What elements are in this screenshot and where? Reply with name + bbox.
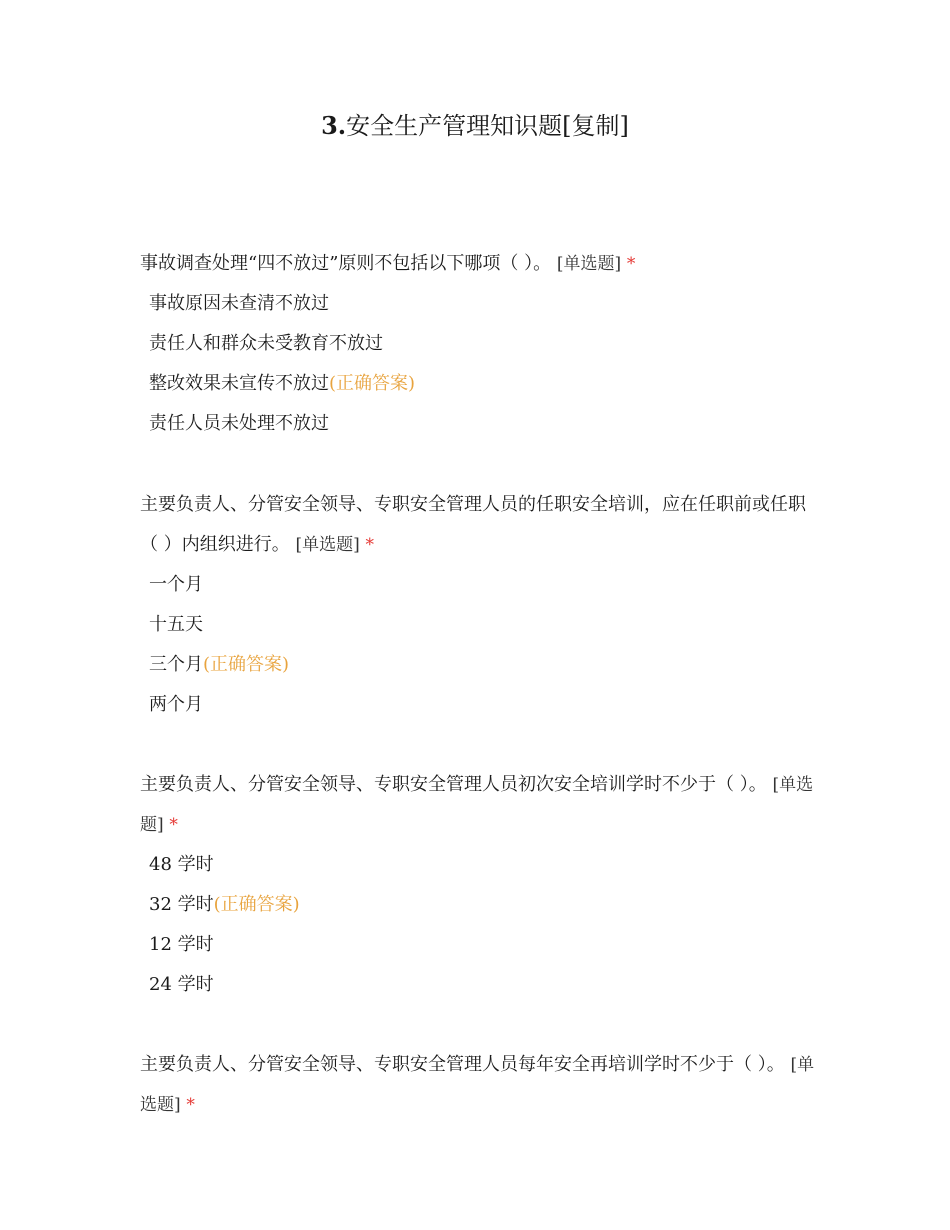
question-stem: 主要负责人、分管安全领导、专职安全管理人员的任职安全培训，应在任职前或任职（ ）内组织进行。 bbox=[140, 494, 806, 555]
option-label: 三个月 bbox=[149, 654, 203, 675]
option-item[interactable] bbox=[140, 364, 820, 404]
required-marker: * bbox=[186, 1095, 195, 1115]
option-label: 责任人和群众未受教育不放过 bbox=[149, 333, 383, 354]
option-label: 一个月 bbox=[149, 574, 203, 595]
question-text bbox=[140, 1045, 820, 1125]
option-item[interactable] bbox=[140, 685, 820, 725]
question-type-label: [单选题] bbox=[295, 535, 360, 555]
option-label: 32 学时 bbox=[149, 894, 214, 915]
page-title bbox=[0, 110, 950, 142]
question-type-label: [单选题] bbox=[140, 775, 814, 835]
option-item[interactable] bbox=[140, 605, 820, 645]
option-label: 事故原因未查清不放过 bbox=[149, 293, 329, 314]
question-1 bbox=[140, 244, 820, 444]
question-text bbox=[140, 485, 820, 565]
option-list bbox=[140, 845, 820, 1005]
option-label: 十五天 bbox=[149, 614, 203, 635]
question-stem: 主要负责人、分管安全领导、专职安全管理人员初次安全培训学时不少于（ ）。 bbox=[140, 774, 767, 795]
option-label: 责任人员未处理不放过 bbox=[149, 413, 329, 434]
correct-answer-marker: (正确答案) bbox=[329, 373, 416, 394]
required-marker: * bbox=[169, 815, 178, 835]
option-item[interactable] bbox=[140, 645, 820, 685]
option-label: 24 学时 bbox=[149, 974, 214, 995]
option-item[interactable] bbox=[140, 925, 820, 965]
question-2 bbox=[140, 485, 820, 725]
option-label: 48 学时 bbox=[149, 854, 214, 875]
option-label: 整改效果未宣传不放过 bbox=[149, 373, 329, 394]
option-label: 12 学时 bbox=[149, 934, 214, 955]
question-type-label: [单选题] bbox=[140, 1055, 815, 1115]
question-4 bbox=[140, 1045, 820, 1125]
required-marker: * bbox=[626, 254, 636, 274]
correct-answer-marker: (正确答案) bbox=[203, 654, 290, 675]
option-item[interactable] bbox=[140, 404, 820, 444]
correct-answer-marker: (正确答案) bbox=[213, 894, 300, 915]
required-marker: * bbox=[365, 535, 374, 555]
question-3 bbox=[140, 765, 820, 1005]
question-type-label: [单选题] bbox=[556, 254, 622, 274]
question-text bbox=[140, 244, 820, 284]
option-item[interactable] bbox=[140, 284, 820, 324]
option-item[interactable] bbox=[140, 565, 820, 605]
option-item[interactable] bbox=[140, 965, 820, 1005]
option-list bbox=[140, 284, 820, 444]
option-item[interactable] bbox=[140, 324, 820, 364]
page-title-number: 3. bbox=[321, 111, 347, 140]
page-title-text: 安全生产管理知识题[复制] bbox=[346, 112, 629, 140]
question-text bbox=[140, 765, 820, 845]
option-label: 两个月 bbox=[149, 694, 203, 715]
option-list bbox=[140, 565, 820, 725]
option-item[interactable] bbox=[140, 885, 820, 925]
question-stem: 主要负责人、分管安全领导、专职安全管理人员每年安全再培训学时不少于（ ）。 bbox=[140, 1054, 785, 1075]
question-stem: 事故调查处理“四不放过”原则不包括以下哪项（ ）。 bbox=[140, 253, 552, 274]
option-item[interactable] bbox=[140, 845, 820, 885]
